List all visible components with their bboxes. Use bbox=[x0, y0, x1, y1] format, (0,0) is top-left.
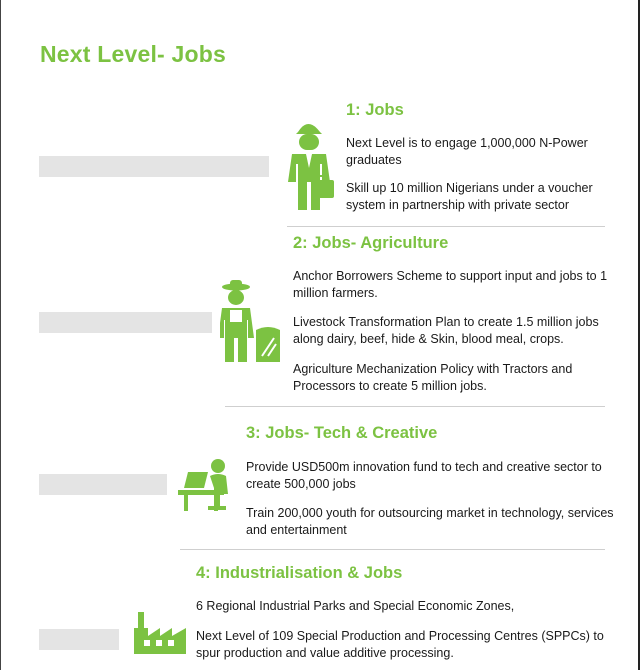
divider-3 bbox=[180, 549, 605, 550]
section-2-para-3: Agriculture Mechanization Policy with Tractors and Processors to create 5 million jobs. bbox=[293, 362, 573, 393]
section-3-heading: 3: Jobs- Tech & Creative bbox=[246, 424, 438, 442]
redacted-bar-3 bbox=[39, 474, 167, 495]
section-3-para-1: Provide USD500m innovation fund to tech and creative sector to create 500,000 jobs bbox=[246, 460, 602, 491]
divider-1 bbox=[287, 226, 605, 227]
section-1-para-2: Skill up 10 million Nigerians under a voucher system in partnership with private sector bbox=[346, 181, 593, 212]
section-3-para-2: Train 200,000 youth for outsourcing market in technology, services and entertainment bbox=[246, 506, 614, 537]
section-2-para-2: Livestock Transformation Plan to create 1.5 million jobs along dairy, beef, hide & Skin, blood meal, crops. bbox=[293, 315, 599, 346]
page-left-border bbox=[0, 0, 1, 670]
section-4-heading: 4: Industrialisation & Jobs bbox=[196, 564, 403, 582]
farmer-icon bbox=[220, 280, 282, 364]
redacted-bar-4 bbox=[39, 629, 119, 650]
page-title: Next Level- Jobs bbox=[40, 41, 226, 67]
redacted-bar-2 bbox=[39, 312, 212, 333]
section-2-para-1: Anchor Borrowers Scheme to support input and jobs to 1 million farmers. bbox=[293, 269, 608, 300]
section-1-para-1: Next Level is to engage 1,000,000 N-Power graduates bbox=[346, 136, 588, 167]
divider-2 bbox=[225, 406, 605, 407]
construction-worker-icon bbox=[286, 118, 338, 214]
section-4-para-2: Next Level of 109 Special Production and Processing Centres (SPPCs) to spur production and value additive processing. bbox=[196, 629, 604, 660]
section-4-para-1: 6 Regional Industrial Parks and Special Economic Zones, bbox=[196, 599, 515, 613]
redacted-bar-1 bbox=[39, 156, 269, 177]
section-2-heading: 2: Jobs- Agriculture bbox=[293, 234, 449, 252]
section-1-heading: 1: Jobs bbox=[346, 101, 404, 119]
computer-worker-icon bbox=[178, 458, 234, 512]
factory-icon bbox=[134, 610, 186, 654]
